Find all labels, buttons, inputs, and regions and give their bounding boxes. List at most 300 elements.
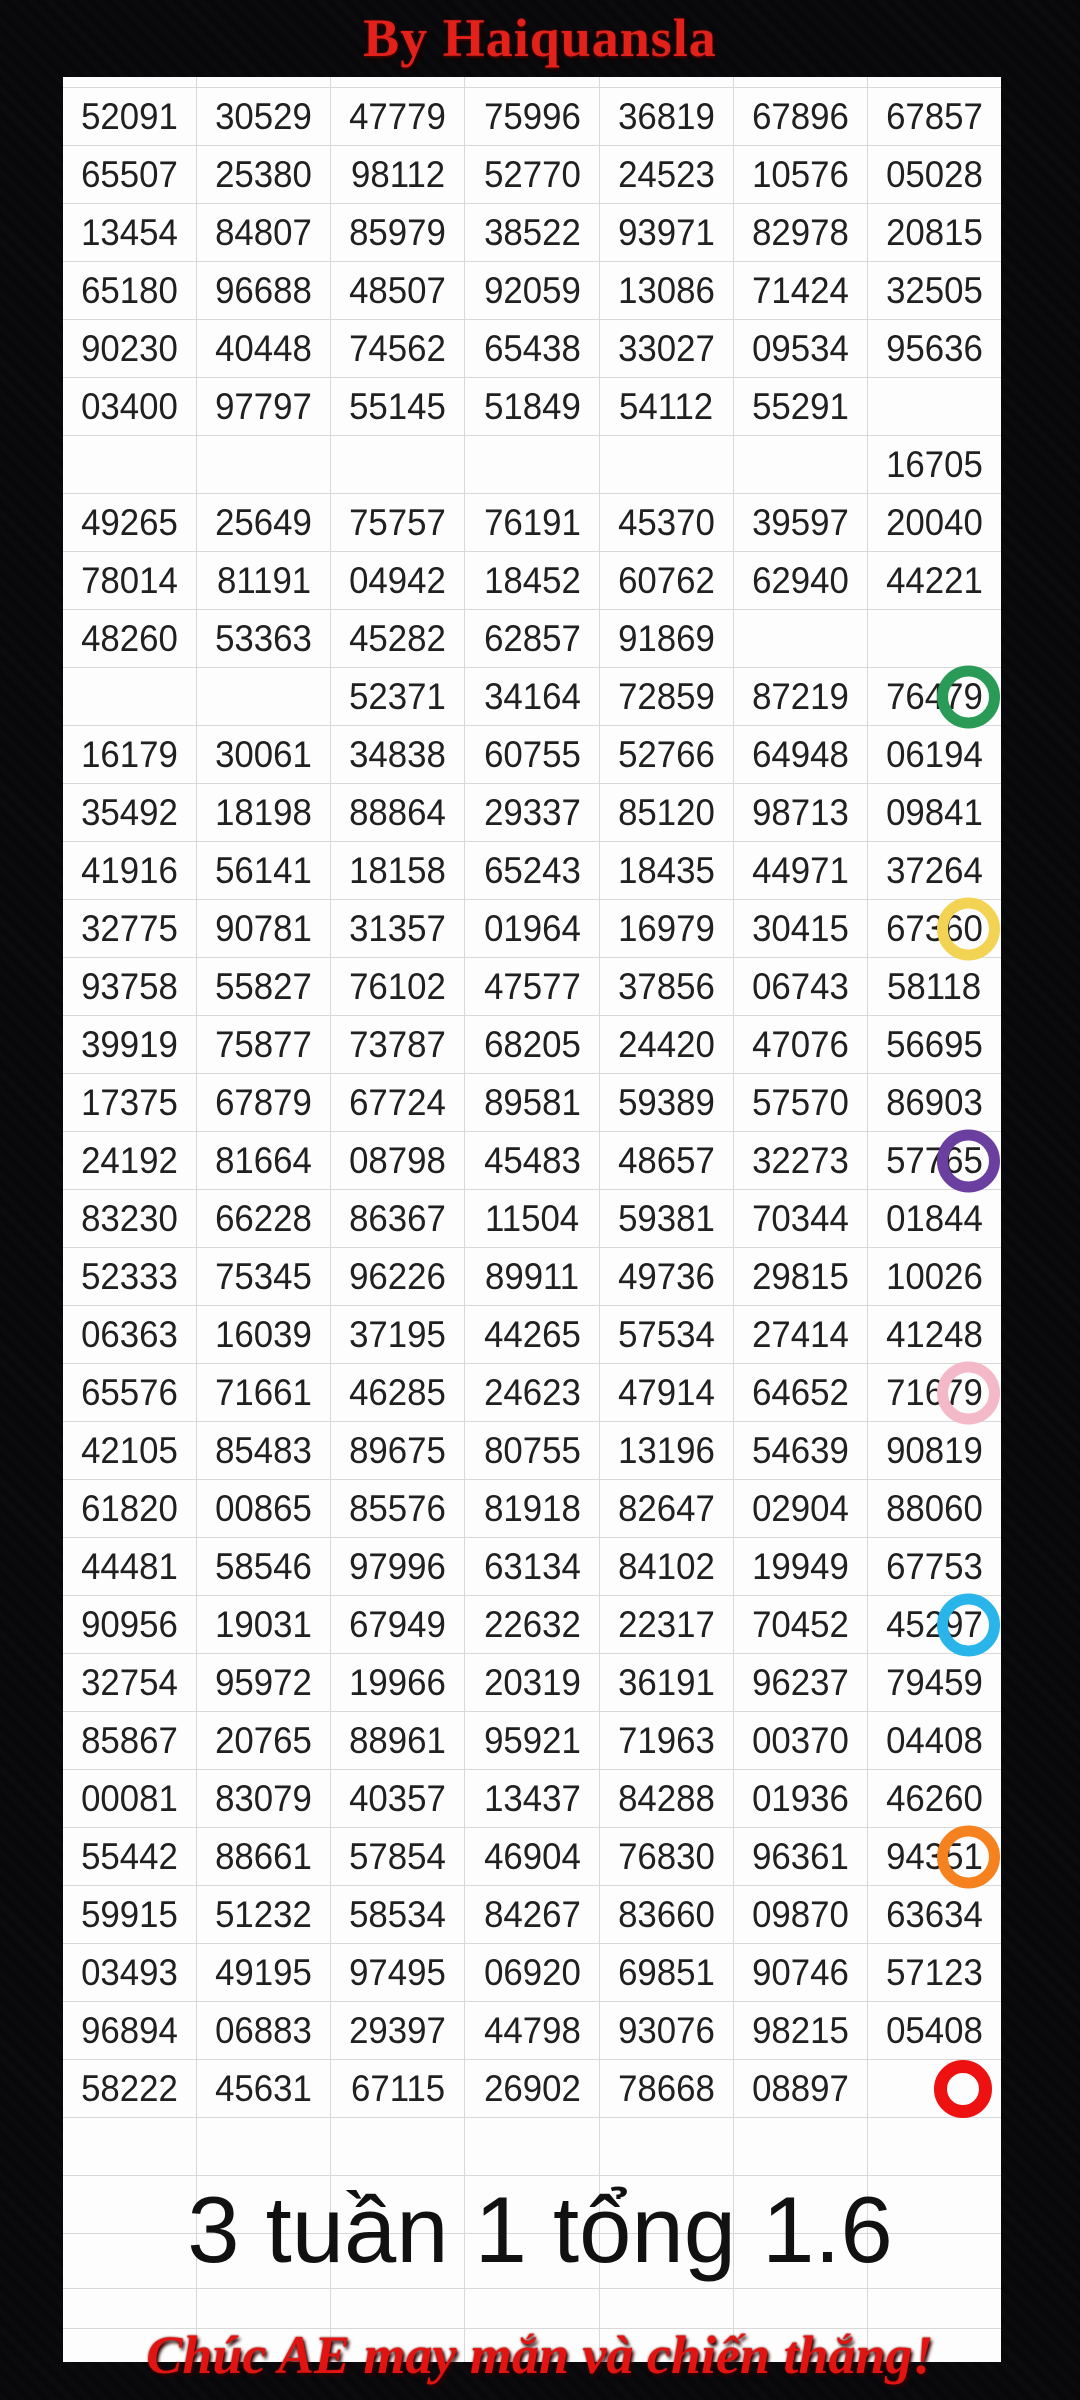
number-value: 32754 — [81, 1661, 178, 1703]
number-value: 30529 — [215, 95, 313, 137]
number-value: 76479 — [886, 675, 983, 717]
number-value: 44971 — [751, 849, 849, 891]
number-value: 57123 — [886, 1951, 983, 1993]
number-cell — [868, 958, 1001, 1015]
number-cell — [331, 320, 465, 377]
number-cell — [600, 1480, 734, 1537]
number-value: 18435 — [617, 849, 715, 891]
number-value: 16705 — [886, 443, 983, 485]
number-value: 75757 — [349, 501, 447, 543]
number-value: 52333 — [81, 1255, 178, 1297]
number-cell — [63, 1596, 197, 1653]
grid-row — [63, 1770, 1001, 1828]
number-value: 59915 — [81, 1893, 178, 1935]
number-value: 16979 — [617, 907, 715, 949]
number-cell — [197, 552, 331, 609]
number-cell — [63, 494, 197, 551]
number-value: 54639 — [751, 1429, 849, 1471]
number-cell — [63, 88, 197, 145]
number-value: 98112 — [350, 153, 445, 195]
number-cell — [197, 842, 331, 899]
number-value: 92059 — [483, 269, 581, 311]
number-cell — [734, 1248, 868, 1305]
number-cell — [734, 842, 868, 899]
number-value: 80755 — [483, 1429, 581, 1471]
number-cell — [868, 1712, 1001, 1769]
number-value: 44798 — [483, 2009, 581, 2051]
number-cell — [600, 146, 734, 203]
number-value: 56695 — [886, 1023, 983, 1065]
number-cell — [600, 2118, 734, 2175]
number-cell — [331, 1074, 465, 1131]
number-cell — [331, 1654, 465, 1711]
number-value: 19949 — [751, 1545, 849, 1587]
number-cell — [197, 1828, 331, 1885]
number-cell — [197, 1770, 331, 1827]
number-value: 37264 — [886, 849, 983, 891]
number-cell — [600, 2060, 734, 2117]
number-cell — [868, 1074, 1001, 1131]
number-cell — [734, 494, 868, 551]
number-cell — [868, 784, 1001, 841]
number-cell — [868, 1654, 1001, 1711]
number-value: 83230 — [81, 1197, 178, 1239]
number-cell — [197, 378, 331, 435]
number-cell — [868, 320, 1001, 377]
number-cell — [600, 1770, 734, 1827]
number-cell — [734, 320, 868, 377]
number-cell — [63, 1480, 197, 1537]
number-cell — [197, 1712, 331, 1769]
number-cell — [734, 610, 868, 667]
number-cell — [63, 610, 197, 667]
number-value: 00865 — [215, 1487, 313, 1529]
number-cell — [465, 1016, 599, 1073]
number-value: 24623 — [483, 1371, 581, 1413]
number-cell — [600, 1596, 734, 1653]
number-value: 93076 — [617, 2009, 715, 2051]
number-cell — [868, 146, 1001, 203]
number-cell — [600, 1306, 734, 1363]
number-value: 31357 — [349, 907, 447, 949]
number-value: 45631 — [215, 2067, 313, 2109]
grid-row — [63, 1944, 1001, 2002]
grid-row — [63, 1132, 1001, 1190]
number-value: 46904 — [483, 1835, 581, 1877]
number-value: 40448 — [215, 327, 313, 369]
number-cell — [465, 1886, 599, 1943]
number-cell — [197, 262, 331, 319]
number-value: 24192 — [81, 1139, 178, 1181]
number-value: 65507 — [81, 153, 178, 195]
number-value: 47076 — [751, 1023, 849, 1065]
number-value: 64948 — [751, 733, 849, 775]
number-cell — [197, 320, 331, 377]
number-value: 18158 — [349, 849, 447, 891]
grid-row — [63, 1538, 1001, 1596]
number-value: 52770 — [483, 153, 581, 195]
number-cell — [465, 320, 599, 377]
number-cell — [600, 1074, 734, 1131]
number-cell — [465, 1944, 599, 2001]
grid-row — [63, 668, 1001, 726]
grid-row — [63, 1190, 1001, 1248]
number-value: 51849 — [483, 385, 581, 427]
number-value: 37195 — [349, 1313, 447, 1355]
number-cell — [465, 958, 599, 1015]
number-value: 79459 — [886, 1661, 983, 1703]
number-value: 70452 — [751, 1603, 849, 1645]
number-value: 33027 — [617, 327, 715, 369]
number-cell — [600, 1248, 734, 1305]
number-value: 96894 — [81, 2009, 178, 2051]
number-value: 00370 — [751, 1719, 849, 1761]
number-cell — [868, 552, 1001, 609]
number-value: 46285 — [349, 1371, 447, 1413]
number-cell — [734, 1480, 868, 1537]
grid-row — [63, 494, 1001, 552]
number-cell — [734, 436, 868, 493]
number-value: 03493 — [81, 1951, 178, 1993]
number-cell — [197, 1190, 331, 1247]
number-cell — [868, 262, 1001, 319]
number-value: 25380 — [215, 153, 313, 195]
number-cell — [734, 2060, 868, 2117]
number-cell — [465, 2002, 599, 2059]
number-cell — [331, 2060, 465, 2117]
number-cell — [734, 1654, 868, 1711]
number-cell — [331, 1016, 465, 1073]
number-cell — [197, 1596, 331, 1653]
number-cell — [197, 2002, 331, 2059]
number-value: 45297 — [886, 1603, 983, 1645]
number-value: 53363 — [215, 617, 313, 659]
number-cell — [63, 784, 197, 841]
number-cell — [465, 1248, 599, 1305]
number-cell — [465, 1828, 599, 1885]
number-value: 84288 — [617, 1777, 715, 1819]
number-cell — [63, 320, 197, 377]
number-cell — [331, 784, 465, 841]
number-cell — [868, 2002, 1001, 2059]
number-cell — [331, 1132, 465, 1189]
number-cell — [197, 1422, 331, 1479]
number-cell — [63, 1538, 197, 1595]
number-value: 95636 — [886, 327, 983, 369]
number-cell — [197, 2118, 331, 2175]
number-cell — [331, 1538, 465, 1595]
number-cell — [868, 1480, 1001, 1537]
number-value: 47577 — [483, 965, 581, 1007]
number-value: 96688 — [215, 269, 313, 311]
number-cell — [197, 1074, 331, 1131]
grid-row — [63, 610, 1001, 668]
number-cell — [331, 1770, 465, 1827]
number-value: 57765 — [886, 1139, 983, 1181]
number-value: 13196 — [617, 1429, 715, 1471]
number-cell — [331, 842, 465, 899]
number-cell — [868, 1944, 1001, 2001]
grid-row — [63, 726, 1001, 784]
number-cell — [465, 1770, 599, 1827]
number-value: 13086 — [617, 269, 715, 311]
grid-row — [63, 1886, 1001, 1944]
number-cell — [197, 784, 331, 841]
number-value: 85576 — [349, 1487, 447, 1529]
number-value: 89675 — [349, 1429, 447, 1471]
number-value: 63134 — [483, 1545, 581, 1587]
number-value: 82647 — [617, 1487, 715, 1529]
number-cell — [734, 378, 868, 435]
number-cell — [331, 262, 465, 319]
number-value: 49265 — [81, 501, 178, 543]
number-cell — [734, 1190, 868, 1247]
number-cell — [868, 1596, 1001, 1653]
number-value: 34838 — [349, 733, 447, 775]
number-value: 03400 — [81, 385, 178, 427]
number-cell — [197, 1016, 331, 1073]
number-value: 93758 — [81, 965, 178, 1007]
number-cell — [331, 378, 465, 435]
number-value: 36819 — [617, 95, 715, 137]
number-value: 48657 — [617, 1139, 715, 1181]
number-cell — [63, 1886, 197, 1943]
number-value: 63634 — [886, 1893, 983, 1935]
number-cell — [331, 2002, 465, 2059]
number-value: 65576 — [81, 1371, 178, 1413]
number-value: 67949 — [349, 1603, 447, 1645]
number-value: 49736 — [617, 1255, 715, 1297]
grid-row — [63, 1364, 1001, 1422]
number-value: 55291 — [751, 385, 849, 427]
number-value: 85120 — [617, 791, 715, 833]
number-cell — [465, 842, 599, 899]
number-value: 58534 — [349, 1893, 447, 1935]
number-value: 45282 — [349, 617, 447, 659]
circle-marker-red-icon — [934, 2060, 992, 2118]
grid-row — [63, 262, 1001, 320]
number-value: 87219 — [751, 675, 849, 717]
number-cell — [868, 1248, 1001, 1305]
number-cell — [600, 494, 734, 551]
number-cell — [600, 784, 734, 841]
number-value: 65180 — [81, 269, 178, 311]
number-value: 47779 — [349, 95, 447, 137]
number-cell — [734, 1712, 868, 1769]
number-cell — [197, 1248, 331, 1305]
number-value: 83660 — [617, 1893, 715, 1935]
number-cell — [600, 204, 734, 261]
number-value: 86367 — [349, 1197, 447, 1239]
number-cell — [63, 842, 197, 899]
grid-row — [63, 88, 1001, 146]
lottery-number-sheet — [63, 77, 1001, 2362]
number-cell — [197, 436, 331, 493]
number-cell — [600, 262, 734, 319]
number-value: 42105 — [81, 1429, 178, 1471]
number-cell — [197, 2060, 331, 2117]
number-cell — [600, 2002, 734, 2059]
number-value: 60762 — [617, 559, 715, 601]
number-cell — [868, 204, 1001, 261]
number-value: 01844 — [886, 1197, 983, 1239]
number-cell — [331, 1596, 465, 1653]
number-value: 04408 — [886, 1719, 983, 1761]
number-value: 46260 — [886, 1777, 983, 1819]
number-cell — [331, 1828, 465, 1885]
number-value: 52766 — [617, 733, 715, 775]
number-value: 05408 — [886, 2009, 983, 2051]
number-value: 09870 — [751, 1893, 849, 1935]
number-cell — [868, 88, 1001, 145]
number-cell — [734, 204, 868, 261]
number-cell — [600, 1828, 734, 1885]
number-cell — [63, 146, 197, 203]
number-cell — [734, 1016, 868, 1073]
number-cell — [331, 552, 465, 609]
number-cell — [63, 726, 197, 783]
number-value: 67879 — [215, 1081, 313, 1123]
number-cell — [600, 1132, 734, 1189]
number-cell — [465, 2060, 599, 2117]
number-value: 01936 — [751, 1777, 849, 1819]
number-value: 67857 — [886, 95, 983, 137]
number-cell — [331, 204, 465, 261]
number-cell — [63, 378, 197, 435]
number-value: 90781 — [215, 907, 313, 949]
number-value: 44481 — [81, 1545, 178, 1587]
number-cell — [600, 958, 734, 1015]
number-cell — [63, 1944, 197, 2001]
number-cell — [465, 610, 599, 667]
number-value: 60755 — [483, 733, 581, 775]
number-value: 29337 — [483, 791, 581, 833]
number-value: 30415 — [751, 907, 849, 949]
number-value: 20815 — [886, 211, 983, 253]
number-value: 78014 — [81, 559, 178, 601]
number-cell — [600, 900, 734, 957]
number-cell — [197, 1654, 331, 1711]
number-value: 09534 — [751, 327, 849, 369]
number-value: 67360 — [886, 907, 983, 949]
number-cell — [600, 1538, 734, 1595]
number-value: 90819 — [886, 1429, 983, 1471]
number-cell — [63, 552, 197, 609]
number-value: 32505 — [886, 269, 983, 311]
number-cell — [197, 1306, 331, 1363]
number-cell — [465, 88, 599, 145]
number-value: 66228 — [215, 1197, 313, 1239]
number-cell — [868, 1422, 1001, 1479]
number-cell — [600, 88, 734, 145]
number-value: 45483 — [483, 1139, 581, 1181]
number-cell — [465, 204, 599, 261]
number-cell — [868, 378, 1001, 435]
number-value: 82978 — [751, 211, 849, 253]
number-cell — [600, 1712, 734, 1769]
number-value: 48507 — [349, 269, 447, 311]
number-cell — [331, 436, 465, 493]
number-value: 22632 — [483, 1603, 581, 1645]
number-cell — [734, 1944, 868, 2001]
number-value: 09841 — [886, 791, 983, 833]
number-value: 10576 — [751, 153, 849, 195]
number-value: 04942 — [349, 559, 447, 601]
number-cell — [600, 1944, 734, 2001]
number-cell — [600, 552, 734, 609]
grid-row — [63, 900, 1001, 958]
number-value: 91869 — [617, 617, 715, 659]
number-value: 93971 — [617, 211, 715, 253]
number-value: 54112 — [619, 385, 714, 427]
number-value: 90956 — [81, 1603, 178, 1645]
number-cell — [465, 146, 599, 203]
number-cell — [600, 1364, 734, 1421]
number-value: 41916 — [81, 849, 178, 891]
number-cell — [734, 552, 868, 609]
grid-row — [63, 2118, 1001, 2176]
number-value: 32775 — [81, 907, 178, 949]
number-cell — [465, 1190, 599, 1247]
number-cell — [600, 436, 734, 493]
number-value: 10026 — [886, 1255, 983, 1297]
number-value: 37856 — [617, 965, 715, 1007]
number-cell — [734, 900, 868, 957]
number-cell — [465, 378, 599, 435]
number-value: 39597 — [751, 501, 849, 543]
sheet-top-sliver-row — [63, 77, 1001, 88]
number-cell — [734, 668, 868, 725]
number-cell — [465, 2118, 599, 2175]
number-value: 00081 — [81, 1777, 178, 1819]
number-value: 55442 — [81, 1835, 178, 1877]
number-value: 39919 — [81, 1023, 178, 1065]
number-cell — [331, 146, 465, 203]
prediction-annotation: 3 tuần 1 tổng 1.6 — [187, 2177, 893, 2282]
number-value: 06743 — [751, 965, 849, 1007]
number-value: 26902 — [483, 2067, 581, 2109]
number-cell — [868, 610, 1001, 667]
number-value: 16179 — [81, 733, 178, 775]
number-cell — [465, 494, 599, 551]
number-cell — [63, 668, 197, 725]
grid-row — [63, 842, 1001, 900]
number-cell — [734, 146, 868, 203]
number-cell — [331, 1422, 465, 1479]
number-value: 76191 — [483, 501, 581, 543]
number-value: 52371 — [349, 675, 447, 717]
number-cell — [868, 842, 1001, 899]
grid-row — [63, 2060, 1001, 2118]
number-cell — [868, 436, 1001, 493]
number-value: 72859 — [617, 675, 715, 717]
number-value: 97797 — [215, 385, 313, 427]
number-value: 16039 — [215, 1313, 313, 1355]
number-value: 01964 — [483, 907, 581, 949]
number-value: 84267 — [483, 1893, 581, 1935]
number-value: 89581 — [483, 1081, 581, 1123]
number-value: 88864 — [349, 791, 447, 833]
number-value: 83079 — [215, 1777, 313, 1819]
number-cell — [465, 1306, 599, 1363]
number-cell — [63, 1712, 197, 1769]
number-value: 25649 — [215, 501, 313, 543]
number-value: 55827 — [215, 965, 313, 1007]
number-value: 22317 — [617, 1603, 715, 1645]
number-value: 67896 — [751, 95, 849, 137]
number-value: 96237 — [751, 1661, 849, 1703]
number-cell — [734, 726, 868, 783]
